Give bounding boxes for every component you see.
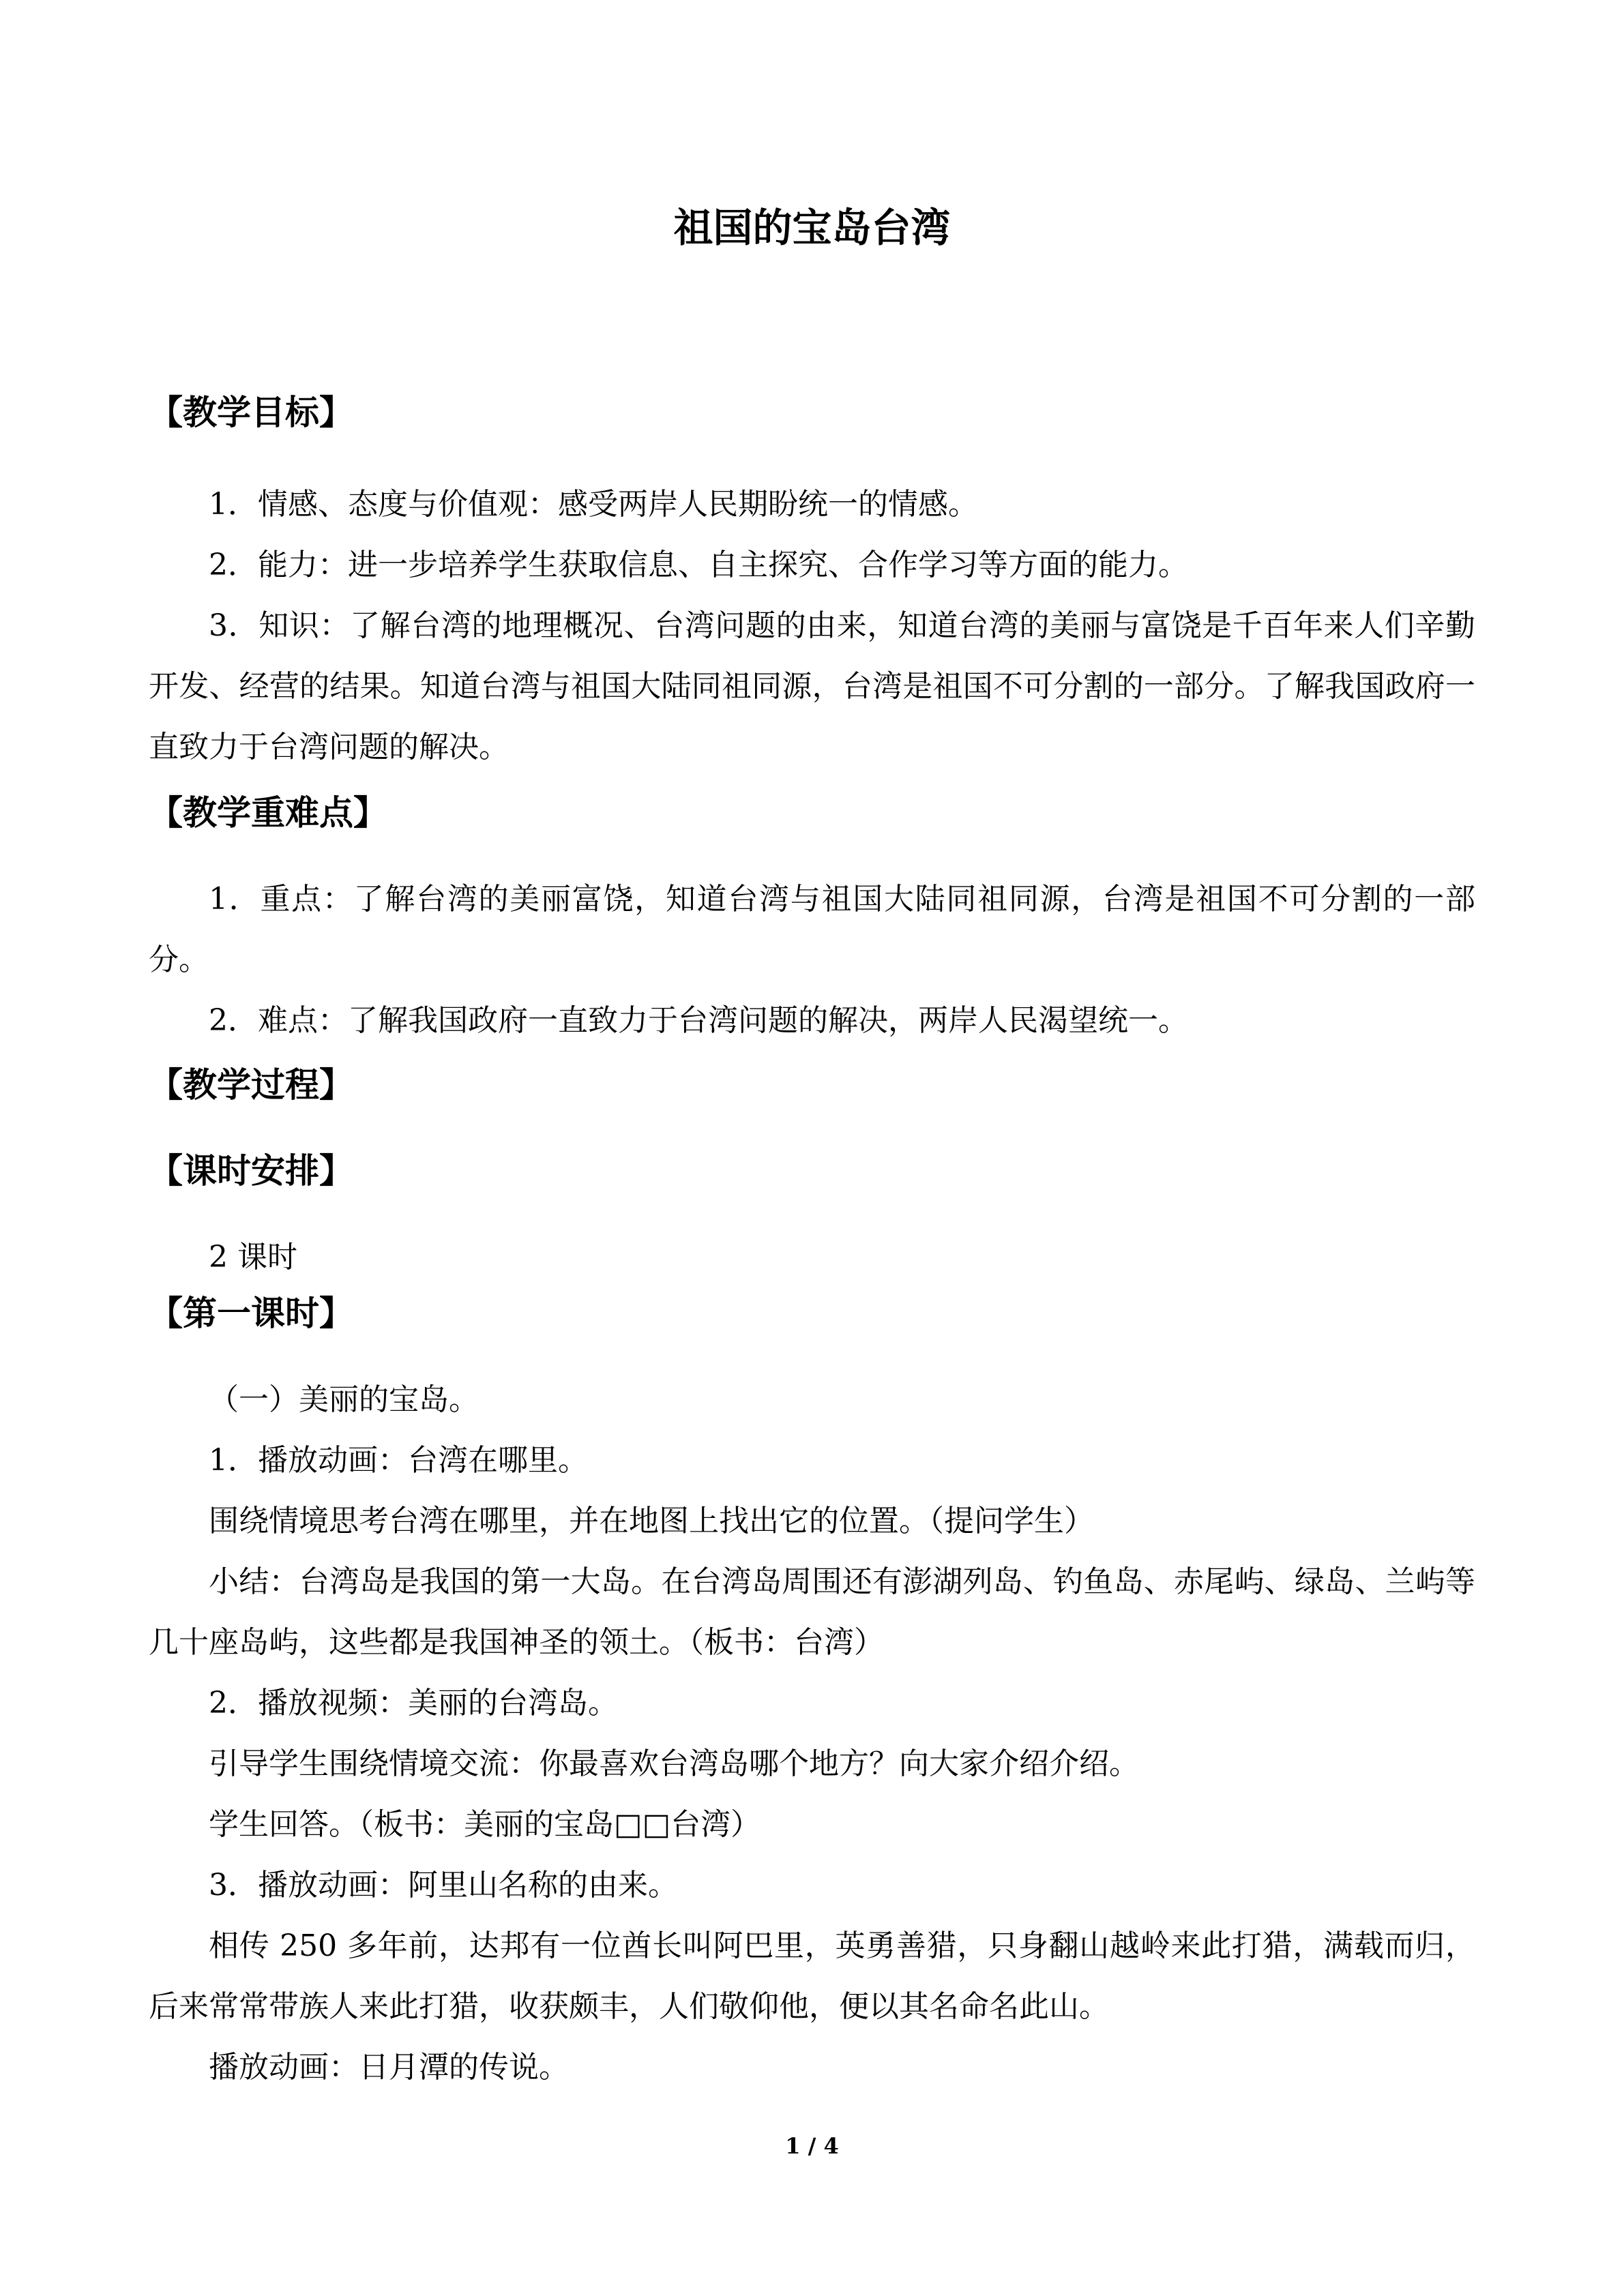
paragraph: 小结：台湾岛是我国的第一大岛。在台湾岛周围还有澎湖列岛、钓鱼岛、赤尾屿、绿岛、兰屿等几十座岛屿，这些都是我国神圣的领土。（板书：台湾） (149, 1564, 1475, 1660)
page-number: 1 / 4 (785, 2133, 839, 2159)
paragraph: 2．能力：进一步培养学生获取信息、自主探究、合作学习等方面的能力。 (209, 548, 1188, 582)
paragraph: 1．重点：了解台湾的美丽富饶，知道台湾与祖国大陆同祖同源，台湾是祖国不可分割的一部分。 (149, 882, 1475, 977)
heading-key-points: 【教学重难点】 (149, 793, 387, 833)
paragraph: 2 课时 (209, 1240, 297, 1274)
paragraph: 3．播放动画：阿里山名称的由来。 (209, 1868, 678, 1903)
paragraph: 2．难点：了解我国政府一直致力于台湾问题的解决，两岸人民渴望统一。 (209, 1003, 1188, 1038)
paragraph: 围绕情境思考台湾在哪里，并在地图上找出它的位置。（提问学生） (209, 1504, 1094, 1538)
document-body (149, 392, 1475, 2098)
paragraph: 3．知识：了解台湾的地理概况、台湾问题的由来，知道台湾的美丽与富饶是千百年来人们辛勤开发、经营的结果。知道台湾与祖国大陆同祖同源，台湾是祖国不可分割的一部分。了解我国政府一直致力于台湾问题的解决。 (149, 608, 1475, 764)
paragraph: 1．播放动画：台湾在哪里。 (209, 1443, 588, 1478)
paragraph: 1．情感、态度与价值观：感受两岸人民期盼统一的情感。 (209, 487, 978, 522)
heading-teaching-process: 【教学过程】 (149, 1065, 353, 1105)
paragraph: （一）美丽的宝岛。 (209, 1382, 479, 1417)
paragraph: 相传 250 多年前，达邦有一位酋长叫阿巴里，英勇善猎，只身翻山越岭来此打猎，满载而归，后来常常带族人来此打猎，收获颇丰，人们敬仰他，便以其名命名此山。 (149, 1928, 1475, 2024)
heading-schedule: 【课时安排】 (149, 1151, 353, 1191)
heading-first-lesson: 【第一课时】 (149, 1294, 353, 1333)
paragraph: 引导学生围绕情境交流：你最喜欢台湾岛哪个地方？向大家介绍介绍。 (209, 1746, 1139, 1781)
paragraph: 2．播放视频：美丽的台湾岛。 (209, 1686, 618, 1720)
heading-teaching-goals: 【教学目标】 (149, 393, 353, 432)
paragraph: 播放动画：日月潭的传说。 (209, 2050, 569, 2085)
document-title: 祖国的宝岛台湾 (673, 205, 951, 251)
paragraph: 学生回答。（板书：美丽的宝岛□□台湾） (209, 1807, 761, 1842)
